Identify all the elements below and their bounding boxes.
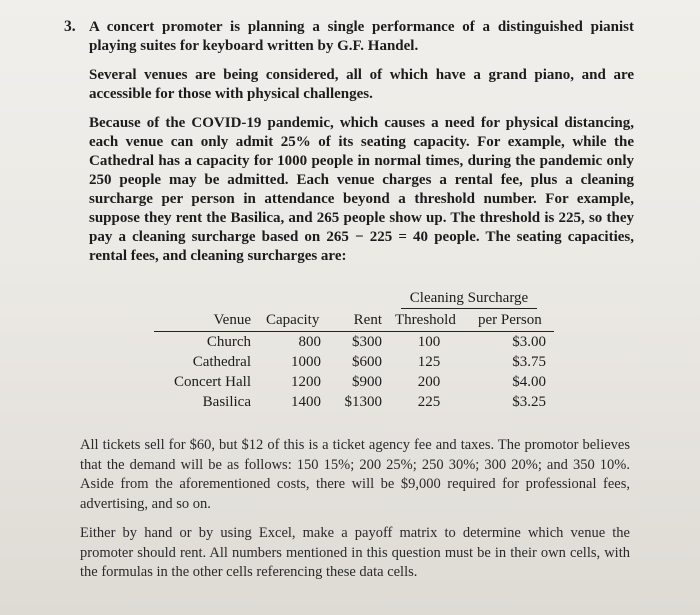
problem-intro bbox=[89, 18, 634, 56]
cell-capacity: 1400 bbox=[291, 394, 321, 410]
cell-venue: Church bbox=[206, 334, 251, 350]
paragraph-covid bbox=[89, 114, 634, 266]
cell-surcharge: $3.25 bbox=[512, 394, 546, 410]
cell-surcharge: $3.75 bbox=[512, 354, 546, 370]
table-row bbox=[154, 333, 554, 353]
cell-threshold: 225 bbox=[417, 394, 441, 410]
header-threshold: Threshold bbox=[395, 312, 456, 328]
table-row bbox=[154, 353, 554, 373]
cell-rent: $900 bbox=[352, 374, 382, 390]
cell-surcharge: $4.00 bbox=[512, 374, 546, 390]
cell-venue: Concert Hall bbox=[173, 374, 251, 390]
cell-capacity: 1200 bbox=[291, 374, 321, 390]
venues-text: Several venues are being considered, all of which have a grand piano, and are accessible for those with physical challenges. bbox=[89, 67, 634, 102]
header-per-person: per Person bbox=[478, 312, 542, 328]
header-rent: Rent bbox=[353, 312, 382, 328]
instructions-text: Either by hand or by using Excel, make a payoff matrix to determine which venue the promoter should rent. All numbers mentioned in this question must be in their own cells, with the formulas in the other cells referencing these data cells. bbox=[80, 525, 630, 580]
cell-threshold: 125 bbox=[417, 354, 441, 370]
problem-number: 3. bbox=[64, 18, 76, 35]
cell-threshold: 200 bbox=[417, 374, 441, 390]
table-header-row bbox=[154, 311, 554, 332]
cell-venue: Basilica bbox=[202, 394, 251, 410]
cell-rent: $600 bbox=[352, 354, 382, 370]
covid-text: Because of the COVID-19 pandemic, which causes a need for physical distancing, each venue can only admit 25% of its seating capacity. For example, while the Cathedral has a capacity for 1000 people in normal times, during the pandemic only 250 people may be admitted. Each venue charges a rental fee, plus a cleaning surcharge per person in attendance beyond a threshold number. For example, suppose they rent the Basilica, and 265 people show up. The threshold is 225, so they pay a cleaning surcharge based on 265 − 225 = 40 people. The seating capacities, rental fees, and cleaning surcharges are: bbox=[89, 115, 634, 264]
intro-text: A concert promoter is planning a single performance of a distinguished pianist playing suites for keyboard written by G.F. Handel. bbox=[89, 19, 634, 54]
cell-threshold: 100 bbox=[417, 334, 441, 350]
cell-capacity: 1000 bbox=[291, 354, 321, 370]
paragraph-venues bbox=[89, 66, 634, 104]
tickets-text: All tickets sell for $60, but $12 of this is a ticket agency fee and taxes. The promotor believes that the demand will be as follows: 150 15%; 200 25%; 250 30%; 300 20%; and 350 10%. Aside from the aforementioned costs, there will be $9,000 required for professional fees, advertising, and so on. bbox=[80, 437, 630, 512]
cell-venue: Cathedral bbox=[192, 354, 251, 370]
header-venue: Venue bbox=[213, 312, 251, 328]
paragraph-instructions bbox=[80, 524, 630, 583]
cell-capacity: 800 bbox=[298, 334, 321, 350]
table-row bbox=[154, 393, 554, 413]
header-capacity: Capacity bbox=[266, 312, 320, 328]
cell-rent: $1300 bbox=[344, 394, 382, 410]
cell-rent: $300 bbox=[352, 334, 382, 350]
table-group-header: Cleaning Surcharge bbox=[401, 289, 537, 309]
paragraph-tickets bbox=[80, 436, 630, 514]
table-body bbox=[154, 333, 554, 413]
cell-surcharge: $3.00 bbox=[512, 334, 546, 350]
table-row bbox=[154, 373, 554, 393]
